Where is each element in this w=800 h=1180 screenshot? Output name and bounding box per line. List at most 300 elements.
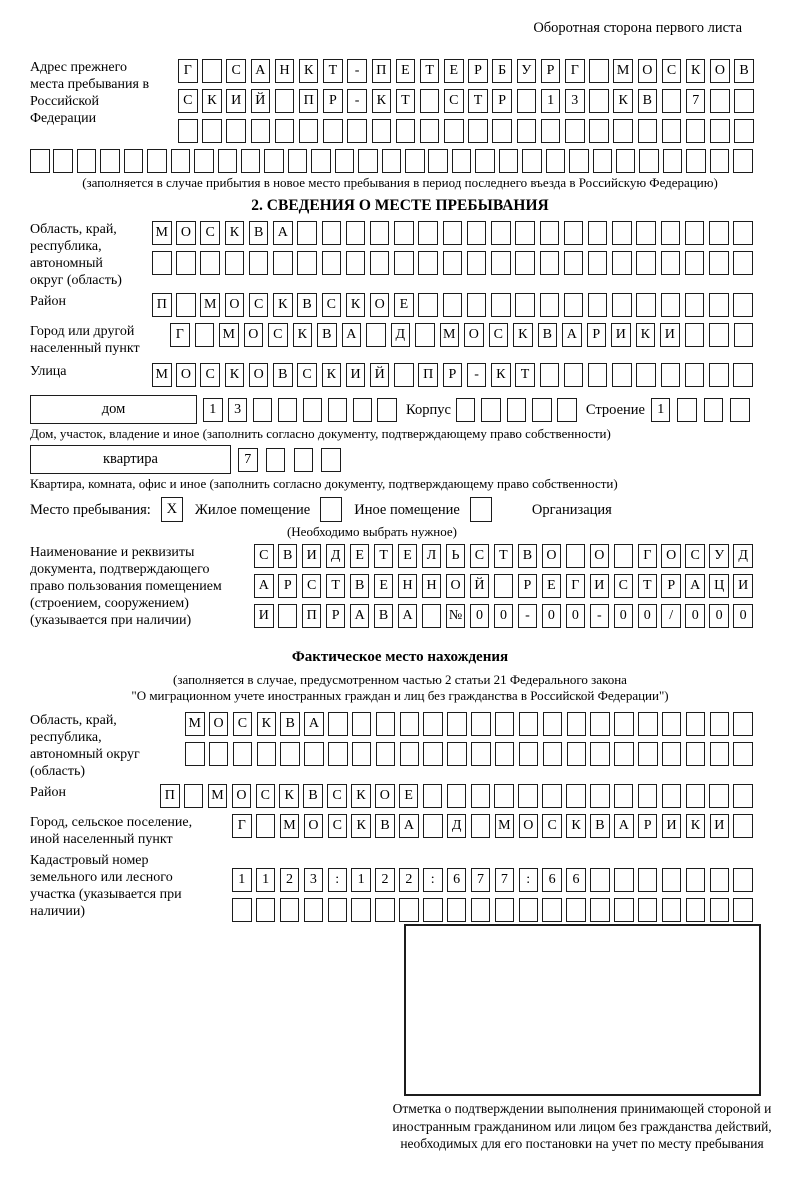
char-cell[interactable]: О [519,814,539,838]
char-cell[interactable]: К [491,363,511,387]
char-cell[interactable]: В [518,544,538,568]
char-cell[interactable] [662,89,682,113]
char-cell[interactable]: Р [638,814,658,838]
char-cell[interactable] [499,149,519,173]
char-cell[interactable]: 6 [447,868,467,892]
char-cell[interactable] [636,363,656,387]
char-cell[interactable]: Ь [446,544,466,568]
char-cell[interactable]: О [590,544,610,568]
char-cell[interactable] [352,712,372,736]
char-cell[interactable] [519,712,539,736]
char-cell[interactable]: К [566,814,586,838]
char-cell[interactable]: С [302,574,322,598]
char-cell[interactable]: К [351,814,371,838]
char-cell[interactable] [264,149,284,173]
char-cell[interactable] [418,251,438,275]
char-cell[interactable] [564,363,584,387]
char-cell[interactable]: 7 [238,448,258,472]
char-cell[interactable]: К [686,814,706,838]
char-cell[interactable] [241,149,261,173]
char-cell[interactable]: К [346,293,366,317]
char-cell[interactable]: / [661,604,681,628]
char-cell[interactable] [519,742,539,766]
char-cell[interactable] [662,712,682,736]
char-cell[interactable]: Д [733,544,753,568]
char-cell[interactable]: 3 [304,868,324,892]
char-cell[interactable]: К [273,293,293,317]
char-cell[interactable] [588,293,608,317]
char-cell[interactable] [614,898,634,922]
char-cell[interactable] [730,398,750,422]
char-cell[interactable] [517,119,537,143]
char-cell[interactable]: У [709,544,729,568]
char-cell[interactable]: И [733,574,753,598]
char-cell[interactable]: С [489,323,509,347]
char-cell[interactable] [733,149,753,173]
char-cell[interactable] [686,119,706,143]
char-cell[interactable]: 0 [614,604,634,628]
char-cell[interactable] [589,89,609,113]
char-cell[interactable]: 2 [375,868,395,892]
char-cell[interactable]: Р [587,323,607,347]
char-cell[interactable] [471,898,491,922]
char-cell[interactable]: - [347,59,367,83]
char-cell[interactable] [515,221,535,245]
char-cell[interactable]: И [254,604,274,628]
char-cell[interactable]: Р [326,604,346,628]
char-cell[interactable] [372,119,392,143]
char-cell[interactable] [370,221,390,245]
stay-checkbox-other[interactable] [320,497,342,522]
char-cell[interactable] [590,742,610,766]
char-cell[interactable] [370,251,390,275]
char-cell[interactable] [519,898,539,922]
char-cell[interactable] [569,149,589,173]
char-cell[interactable] [494,574,514,598]
char-cell[interactable] [303,398,323,422]
char-cell[interactable]: И [302,544,322,568]
char-cell[interactable] [423,712,443,736]
char-cell[interactable]: 1 [203,398,223,422]
char-cell[interactable]: Е [398,544,418,568]
char-cell[interactable]: П [299,89,319,113]
char-cell[interactable]: Г [565,59,585,83]
char-cell[interactable]: - [467,363,487,387]
char-cell[interactable] [638,742,658,766]
char-cell[interactable] [686,712,706,736]
char-cell[interactable] [366,323,386,347]
char-cell[interactable] [734,323,754,347]
char-cell[interactable] [662,119,682,143]
stay-checkbox-organization[interactable] [470,497,492,522]
char-cell[interactable]: С [226,59,246,83]
char-cell[interactable] [346,221,366,245]
char-cell[interactable]: Р [661,574,681,598]
char-cell[interactable] [218,149,238,173]
char-cell[interactable] [30,149,50,173]
char-cell[interactable] [176,293,196,317]
char-cell[interactable]: - [590,604,610,628]
char-cell[interactable] [225,251,245,275]
char-cell[interactable] [346,251,366,275]
char-cell[interactable]: 1 [232,868,252,892]
char-cell[interactable]: С [178,89,198,113]
char-cell[interactable] [256,898,276,922]
char-cell[interactable] [415,323,435,347]
char-cell[interactable]: 3 [565,89,585,113]
char-cell[interactable]: Т [468,89,488,113]
char-cell[interactable]: Д [447,814,467,838]
stay-checkbox-residential[interactable]: X [161,497,183,522]
char-cell[interactable]: Ц [709,574,729,598]
char-cell[interactable]: О [661,544,681,568]
char-cell[interactable] [590,868,610,892]
char-cell[interactable] [347,119,367,143]
char-cell[interactable]: 0 [470,604,490,628]
char-cell[interactable] [564,251,584,275]
char-cell[interactable] [178,119,198,143]
char-cell[interactable] [686,149,706,173]
char-cell[interactable] [194,149,214,173]
char-cell[interactable] [733,221,753,245]
char-cell[interactable]: С [327,784,347,808]
char-cell[interactable] [564,221,584,245]
char-cell[interactable]: : [423,868,443,892]
char-cell[interactable]: К [372,89,392,113]
char-cell[interactable] [590,712,610,736]
char-cell[interactable] [288,149,308,173]
char-cell[interactable]: Г [566,574,586,598]
char-cell[interactable] [567,742,587,766]
char-cell[interactable] [540,293,560,317]
char-cell[interactable]: Г [178,59,198,83]
char-cell[interactable]: Й [251,89,271,113]
char-cell[interactable] [467,251,487,275]
char-cell[interactable] [685,251,705,275]
char-cell[interactable]: А [398,604,418,628]
char-cell[interactable] [400,712,420,736]
char-cell[interactable]: О [304,814,324,838]
char-cell[interactable] [299,119,319,143]
char-cell[interactable] [614,742,634,766]
char-cell[interactable]: С [256,784,276,808]
char-cell[interactable] [423,898,443,922]
char-cell[interactable]: 1 [651,398,671,422]
char-cell[interactable] [420,119,440,143]
char-cell[interactable] [184,784,204,808]
char-cell[interactable]: П [302,604,322,628]
char-cell[interactable] [471,712,491,736]
char-cell[interactable] [638,119,658,143]
char-cell[interactable] [328,398,348,422]
char-cell[interactable]: Т [420,59,440,83]
char-cell[interactable]: О [176,221,196,245]
char-cell[interactable]: К [225,221,245,245]
char-cell[interactable] [710,149,730,173]
char-cell[interactable] [394,363,414,387]
char-cell[interactable] [614,712,634,736]
char-cell[interactable]: 0 [566,604,586,628]
char-cell[interactable]: 0 [542,604,562,628]
char-cell[interactable]: С [200,363,220,387]
char-cell[interactable] [710,712,730,736]
char-cell[interactable] [710,742,730,766]
char-cell[interactable]: К [293,323,313,347]
char-cell[interactable] [662,868,682,892]
char-cell[interactable] [638,868,658,892]
char-cell[interactable] [418,221,438,245]
char-cell[interactable]: К [202,89,222,113]
char-cell[interactable] [733,784,753,808]
char-cell[interactable] [733,712,753,736]
char-cell[interactable] [704,398,724,422]
char-cell[interactable] [661,251,681,275]
char-cell[interactable]: 0 [494,604,514,628]
char-cell[interactable] [443,293,463,317]
char-cell[interactable]: С [297,363,317,387]
char-cell[interactable] [423,784,443,808]
char-cell[interactable] [661,293,681,317]
char-cell[interactable] [710,868,730,892]
char-cell[interactable]: 0 [685,604,705,628]
char-cell[interactable]: 2 [399,868,419,892]
char-cell[interactable]: 1 [541,89,561,113]
char-cell[interactable]: В [638,89,658,113]
char-cell[interactable] [494,784,514,808]
char-cell[interactable] [351,898,371,922]
char-cell[interactable]: И [611,323,631,347]
char-cell[interactable] [612,221,632,245]
char-cell[interactable]: К [225,363,245,387]
char-cell[interactable] [543,712,563,736]
char-cell[interactable] [396,119,416,143]
char-cell[interactable]: Н [422,574,442,598]
char-cell[interactable]: Т [515,363,535,387]
char-cell[interactable]: - [518,604,538,628]
char-cell[interactable]: Й [370,363,390,387]
char-cell[interactable] [456,398,476,422]
char-cell[interactable]: 0 [733,604,753,628]
char-cell[interactable] [233,742,253,766]
char-cell[interactable] [515,251,535,275]
char-cell[interactable] [542,784,562,808]
char-cell[interactable]: К [613,89,633,113]
char-cell[interactable] [376,712,396,736]
char-cell[interactable] [394,251,414,275]
char-cell[interactable] [266,448,286,472]
char-cell[interactable]: Е [542,574,562,598]
char-cell[interactable] [468,119,488,143]
char-cell[interactable] [278,398,298,422]
char-cell[interactable] [663,149,683,173]
char-cell[interactable]: Й [470,574,490,598]
char-cell[interactable]: Г [232,814,252,838]
char-cell[interactable] [256,814,276,838]
char-cell[interactable] [662,784,682,808]
char-cell[interactable] [275,119,295,143]
char-cell[interactable]: П [372,59,392,83]
char-cell[interactable]: Т [396,89,416,113]
char-cell[interactable] [590,784,610,808]
char-cell[interactable] [358,149,378,173]
char-cell[interactable]: В [303,784,323,808]
char-cell[interactable]: 7 [686,89,706,113]
char-cell[interactable]: П [418,363,438,387]
char-cell[interactable] [423,742,443,766]
char-cell[interactable] [322,251,342,275]
char-cell[interactable]: Р [323,89,343,113]
char-cell[interactable]: Е [394,293,414,317]
char-cell[interactable] [685,293,705,317]
char-cell[interactable]: В [374,604,394,628]
char-cell[interactable]: О [176,363,196,387]
char-cell[interactable] [685,363,705,387]
char-cell[interactable]: 7 [471,868,491,892]
char-cell[interactable]: О [638,59,658,83]
char-cell[interactable]: И [346,363,366,387]
char-cell[interactable]: 2 [280,868,300,892]
char-cell[interactable] [638,784,658,808]
char-cell[interactable]: Т [494,544,514,568]
char-cell[interactable]: И [590,574,610,598]
char-cell[interactable]: С [322,293,342,317]
char-cell[interactable] [467,293,487,317]
char-cell[interactable] [639,149,659,173]
char-cell[interactable] [685,221,705,245]
char-cell[interactable]: Т [326,574,346,598]
char-cell[interactable] [733,898,753,922]
char-cell[interactable] [353,398,373,422]
char-cell[interactable]: А [251,59,271,83]
char-cell[interactable]: Н [275,59,295,83]
char-cell[interactable]: О [375,784,395,808]
char-cell[interactable] [275,89,295,113]
char-cell[interactable] [593,149,613,173]
char-cell[interactable] [467,221,487,245]
char-cell[interactable]: С [444,89,464,113]
char-cell[interactable]: М [208,784,228,808]
char-cell[interactable] [100,149,120,173]
char-cell[interactable] [557,398,577,422]
char-cell[interactable] [443,251,463,275]
char-cell[interactable] [452,149,472,173]
char-cell[interactable] [588,221,608,245]
char-cell[interactable] [589,59,609,83]
char-cell[interactable] [428,149,448,173]
char-cell[interactable]: П [152,293,172,317]
char-cell[interactable] [202,119,222,143]
char-cell[interactable]: К [322,363,342,387]
char-cell[interactable] [176,251,196,275]
char-cell[interactable]: М [219,323,239,347]
char-cell[interactable] [251,119,271,143]
char-cell[interactable]: : [328,868,348,892]
char-cell[interactable] [171,149,191,173]
char-cell[interactable]: О [232,784,252,808]
char-cell[interactable] [400,742,420,766]
char-cell[interactable] [518,784,538,808]
char-cell[interactable]: С [614,574,634,598]
char-cell[interactable]: С [542,814,562,838]
char-cell[interactable]: 6 [566,868,586,892]
char-cell[interactable]: М [613,59,633,83]
char-cell[interactable]: В [280,712,300,736]
char-cell[interactable]: А [350,604,370,628]
char-cell[interactable]: А [342,323,362,347]
char-cell[interactable] [304,742,324,766]
char-cell[interactable] [733,293,753,317]
char-cell[interactable]: О [244,323,264,347]
char-cell[interactable] [147,149,167,173]
char-cell[interactable] [734,89,754,113]
char-cell[interactable]: С [662,59,682,83]
char-cell[interactable] [686,742,706,766]
char-cell[interactable]: В [297,293,317,317]
char-cell[interactable] [152,251,172,275]
char-cell[interactable] [733,251,753,275]
char-cell[interactable]: У [517,59,537,83]
char-cell[interactable] [321,448,341,472]
char-cell[interactable] [471,814,491,838]
char-cell[interactable]: 0 [638,604,658,628]
char-cell[interactable] [495,742,515,766]
char-cell[interactable]: А [685,574,705,598]
char-cell[interactable]: И [660,323,680,347]
char-cell[interactable] [444,119,464,143]
char-cell[interactable] [566,898,586,922]
char-cell[interactable] [491,293,511,317]
char-cell[interactable] [710,89,730,113]
char-cell[interactable] [543,742,563,766]
char-cell[interactable]: О [710,59,730,83]
char-cell[interactable]: М [152,221,172,245]
char-cell[interactable]: Р [492,89,512,113]
char-cell[interactable] [294,448,314,472]
char-cell[interactable] [638,712,658,736]
char-cell[interactable] [322,221,342,245]
char-cell[interactable]: М [185,712,205,736]
char-cell[interactable] [709,784,729,808]
char-cell[interactable] [614,544,634,568]
char-cell[interactable]: 6 [542,868,562,892]
char-cell[interactable] [376,742,396,766]
char-cell[interactable] [328,712,348,736]
char-cell[interactable]: И [662,814,682,838]
char-cell[interactable]: Е [444,59,464,83]
char-cell[interactable] [328,898,348,922]
char-cell[interactable]: О [225,293,245,317]
char-cell[interactable]: К [686,59,706,83]
char-cell[interactable] [638,898,658,922]
char-cell[interactable] [475,149,495,173]
char-cell[interactable]: И [226,89,246,113]
char-cell[interactable] [249,251,269,275]
char-cell[interactable] [382,149,402,173]
char-cell[interactable] [399,898,419,922]
char-cell[interactable] [522,149,542,173]
char-cell[interactable] [612,363,632,387]
char-cell[interactable]: Р [541,59,561,83]
char-cell[interactable] [495,712,515,736]
char-cell[interactable] [328,742,348,766]
char-cell[interactable] [77,149,97,173]
char-cell[interactable]: М [440,323,460,347]
char-cell[interactable] [540,251,560,275]
char-cell[interactable] [323,119,343,143]
char-cell[interactable] [541,119,561,143]
char-cell[interactable] [405,149,425,173]
char-cell[interactable] [471,742,491,766]
